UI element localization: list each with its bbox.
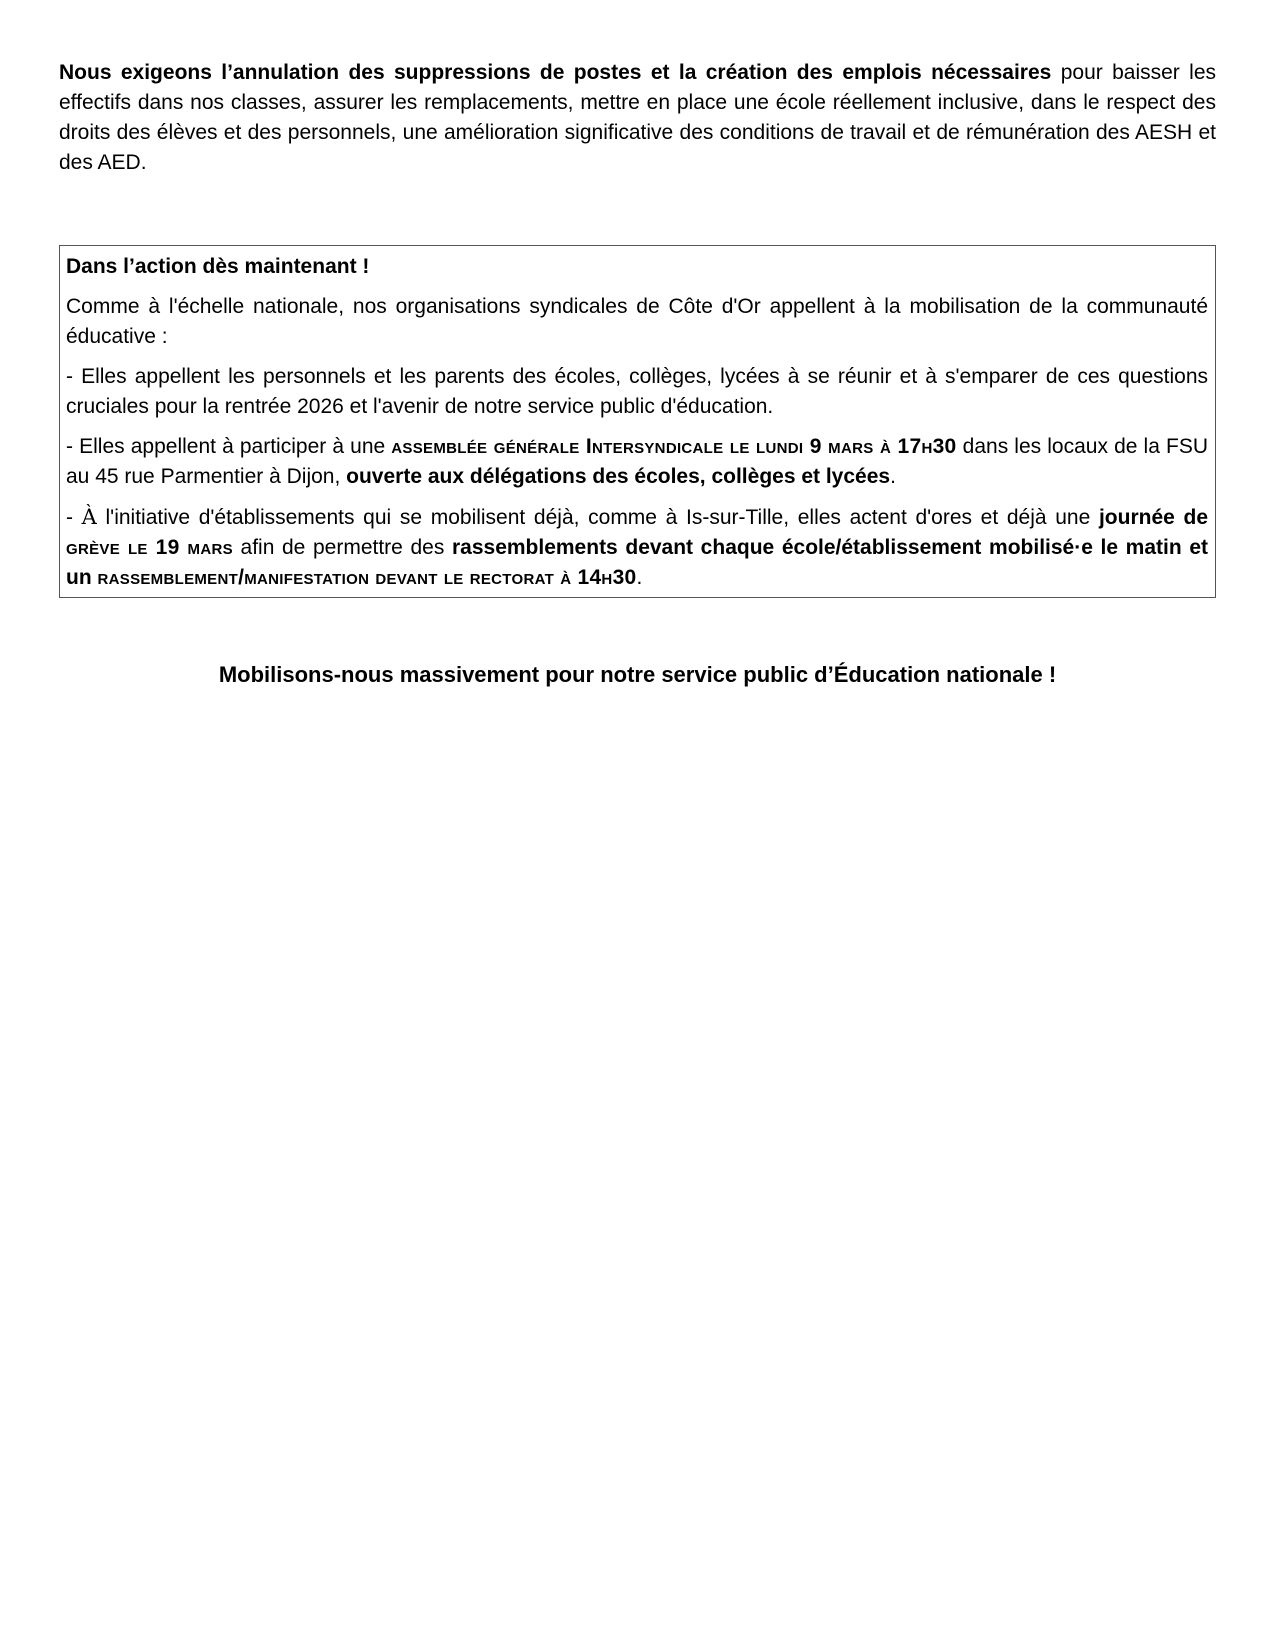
- action-paragraph-3: [66, 432, 1208, 492]
- p3-text-c: dans les locaux de la FSU au 45 rue Parmentier à Dijon,: [66, 435, 1209, 488]
- rectorat-demonstration: rassemblement/manifestation devant le rectorat à 14h30: [97, 566, 637, 589]
- intro-rest: pour baisser les effectifs dans nos classes, assurer les remplacements, mettre en place une école réellement inclusive, dans le respect des droits des élèves et des personnels, une amélioration significative des conditions de travail et de rémunération des AESH et des AED.: [59, 61, 1217, 174]
- p4-serif-a: À: [81, 505, 97, 529]
- intro-paragraph: [59, 58, 1216, 178]
- action-paragraph-2: - Elles appellent les personnels et les parents des écoles, collèges, lycées à se réunir et à s'emparer de ces questions cruciales pour la rentrée 2026 et l'avenir de notre service public d'éducation.: [66, 365, 1208, 418]
- action-paragraph-4: [66, 502, 1208, 593]
- p4-text-e: afin de permettre des: [232, 536, 452, 559]
- closing-slogan: Mobilisons-nous massivement pour notre service public d’Éducation nationale !: [218, 662, 1057, 687]
- p4-text-a: -: [66, 506, 82, 529]
- assembly-announcement: assemblée générale Intersyndicale le lundi 9 mars à 17h30: [391, 435, 957, 458]
- p3-text-a: - Elles appellent à participer à une: [66, 435, 392, 458]
- action-paragraph-1: Comme à l'échelle nationale, nos organisations syndicales de Côte d'Or appellent à la mobilisation de la communauté éducative :: [66, 295, 1208, 348]
- document-page: [59, 58, 1216, 690]
- p3-text-e: .: [890, 465, 896, 488]
- action-box: [59, 245, 1216, 598]
- p4-text-h: .: [636, 566, 643, 589]
- gatherings-note: rassemblements devant chaque école/établissement mobilisé·e le matin et un: [66, 536, 1208, 589]
- strike-day-label: journée de: [1098, 506, 1208, 529]
- strike-date: grève le 19 mars: [66, 536, 233, 559]
- action-box-title: Dans l’action dès maintenant !: [66, 255, 370, 278]
- delegations-note: ouverte aux délégations des écoles, collèges et lycées: [346, 465, 891, 488]
- p4-text-b: l'initiative d'établissements qui se mobilisent déjà, comme à Is-sur-Tille, elles actent d'ores et déjà une: [96, 506, 1099, 529]
- intro-lead-bold: Nous exigeons l’annulation des suppressions de postes et la création des emplois nécessaires: [59, 61, 1052, 84]
